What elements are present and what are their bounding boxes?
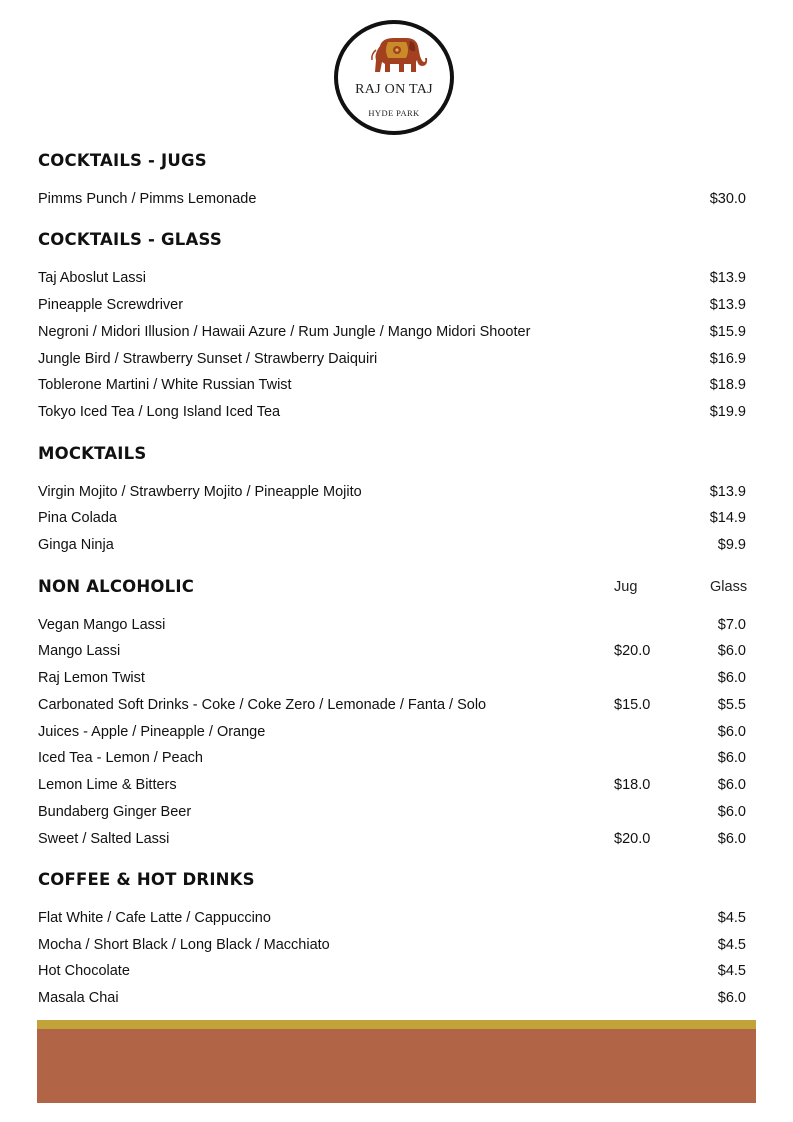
menu-item-glass-price: $6.0: [717, 804, 746, 820]
menu-item-price: $18.9: [709, 377, 746, 393]
menu-item: [38, 404, 746, 424]
elephant-icon: [366, 32, 430, 76]
menu-item: [38, 963, 746, 983]
menu-item: [38, 910, 746, 930]
menu-item: [38, 484, 746, 504]
menu-item-glass-price: $6.0: [717, 724, 746, 740]
menu-item: [38, 537, 746, 557]
section-title-cocktails-jugs: COCKTAILS - JUGS: [38, 151, 207, 170]
menu-item: [38, 643, 746, 663]
menu-item: [38, 324, 746, 344]
menu-item: [38, 990, 746, 1010]
menu-item-jug-price: $18.0: [614, 777, 651, 793]
menu-item: [38, 750, 746, 770]
menu-item-price: $6.0: [717, 990, 746, 1006]
menu-item: [38, 670, 746, 690]
menu-item-glass-price: $7.0: [717, 617, 746, 633]
menu-item-name: Mango Lassi: [38, 643, 121, 659]
menu-item-name: Raj Lemon Twist: [38, 670, 145, 686]
menu-item-name: Juices - Apple / Pineapple / Orange: [38, 724, 266, 740]
menu-item: [38, 937, 746, 957]
menu-item-name: Flat White / Cafe Latte / Cappuccino: [38, 910, 271, 926]
menu-item-glass-price: $6.0: [717, 643, 746, 659]
footer-brown-band: [37, 1029, 756, 1103]
menu-item-price: $16.9: [709, 351, 746, 367]
menu-item: [38, 617, 746, 637]
menu-item-name: Bundaberg Ginger Beer: [38, 804, 192, 820]
column-header-jug: Jug: [614, 579, 638, 595]
menu-item-name: Tokyo Iced Tea / Long Island Iced Tea: [38, 404, 281, 420]
menu-item-jug-price: $15.0: [614, 697, 651, 713]
menu-item-price: $4.5: [717, 963, 746, 979]
menu-item: [38, 377, 746, 397]
menu-item: [38, 191, 746, 211]
menu-item-price: $13.9: [709, 484, 746, 500]
section-title-mocktails: MOCKTAILS: [38, 444, 147, 463]
menu-item-price: $30.0: [709, 191, 746, 207]
menu-item-name: Iced Tea - Lemon / Peach: [38, 750, 203, 766]
menu-item-price: $15.9: [709, 324, 746, 340]
menu-item: [38, 724, 746, 744]
logo-location: HYDE PARK: [368, 108, 420, 118]
menu-item: [38, 804, 746, 824]
menu-item-name: Virgin Mojito / Strawberry Mojito / Pineapple Mojito: [38, 484, 362, 500]
menu-item-price: $4.5: [717, 937, 746, 953]
menu-item-glass-price: $6.0: [717, 777, 746, 793]
menu-item: [38, 270, 746, 290]
menu-item-glass-price: $6.0: [717, 831, 746, 847]
section-title-cocktails-glass: COCKTAILS - GLASS: [38, 230, 222, 249]
menu-item: [38, 510, 746, 530]
column-header-glass: Glass: [710, 579, 748, 595]
menu-item-glass-price: $6.0: [717, 670, 746, 686]
menu-item-jug-price: $20.0: [614, 643, 651, 659]
menu-item-name: Pimms Punch / Pimms Lemonade: [38, 191, 257, 207]
menu-item-price: $4.5: [717, 910, 746, 926]
menu-item-price: $19.9: [709, 404, 746, 420]
section-title-coffee-hot-drinks: COFFEE & HOT DRINKS: [38, 870, 255, 889]
menu-item-name: Vegan Mango Lassi: [38, 617, 166, 633]
menu-item-jug-price: $20.0: [614, 831, 651, 847]
menu-item-name: Hot Chocolate: [38, 963, 130, 979]
menu-item: [38, 777, 746, 797]
menu-item-name: Lemon Lime & Bitters: [38, 777, 177, 793]
menu-item: [38, 297, 746, 317]
logo-brand-name: RAJ ON TAJ: [355, 82, 433, 97]
menu-item-name: Sweet / Salted Lassi: [38, 831, 170, 847]
menu-item: [38, 351, 746, 371]
menu-item-price: $14.9: [709, 510, 746, 526]
menu-item-name: Pina Colada: [38, 510, 117, 526]
menu-item-glass-price: $5.5: [717, 697, 746, 713]
menu-item-price: $13.9: [709, 297, 746, 313]
menu-item-name: Negroni / Midori Illusion / Hawaii Azure / Rum Jungle / Mango Midori Shooter: [38, 324, 531, 340]
menu-item-name: Mocha / Short Black / Long Black / Macchiato: [38, 937, 330, 953]
logo: [334, 20, 454, 135]
menu-item-name: Taj Aboslut Lassi: [38, 270, 147, 286]
menu-item-name: Ginga Ninja: [38, 537, 114, 553]
menu-item-name: Toblerone Martini / White Russian Twist: [38, 377, 292, 393]
menu-item: [38, 697, 746, 717]
menu-item-price: $9.9: [717, 537, 746, 553]
menu-item-name: Masala Chai: [38, 990, 119, 1006]
menu-item-name: Pineapple Screwdriver: [38, 297, 184, 313]
menu-item: [38, 831, 746, 851]
footer-gold-band: [37, 1020, 756, 1029]
menu-item-name: Jungle Bird / Strawberry Sunset / Strawberry Daiquiri: [38, 351, 378, 367]
menu-item-glass-price: $6.0: [717, 750, 746, 766]
menu-item-name: Carbonated Soft Drinks - Coke / Coke Zero / Lemonade / Fanta / Solo: [38, 697, 487, 713]
menu-item-price: $13.9: [709, 270, 746, 286]
section-title-non-alcoholic: NON ALCOHOLIC: [38, 577, 195, 596]
